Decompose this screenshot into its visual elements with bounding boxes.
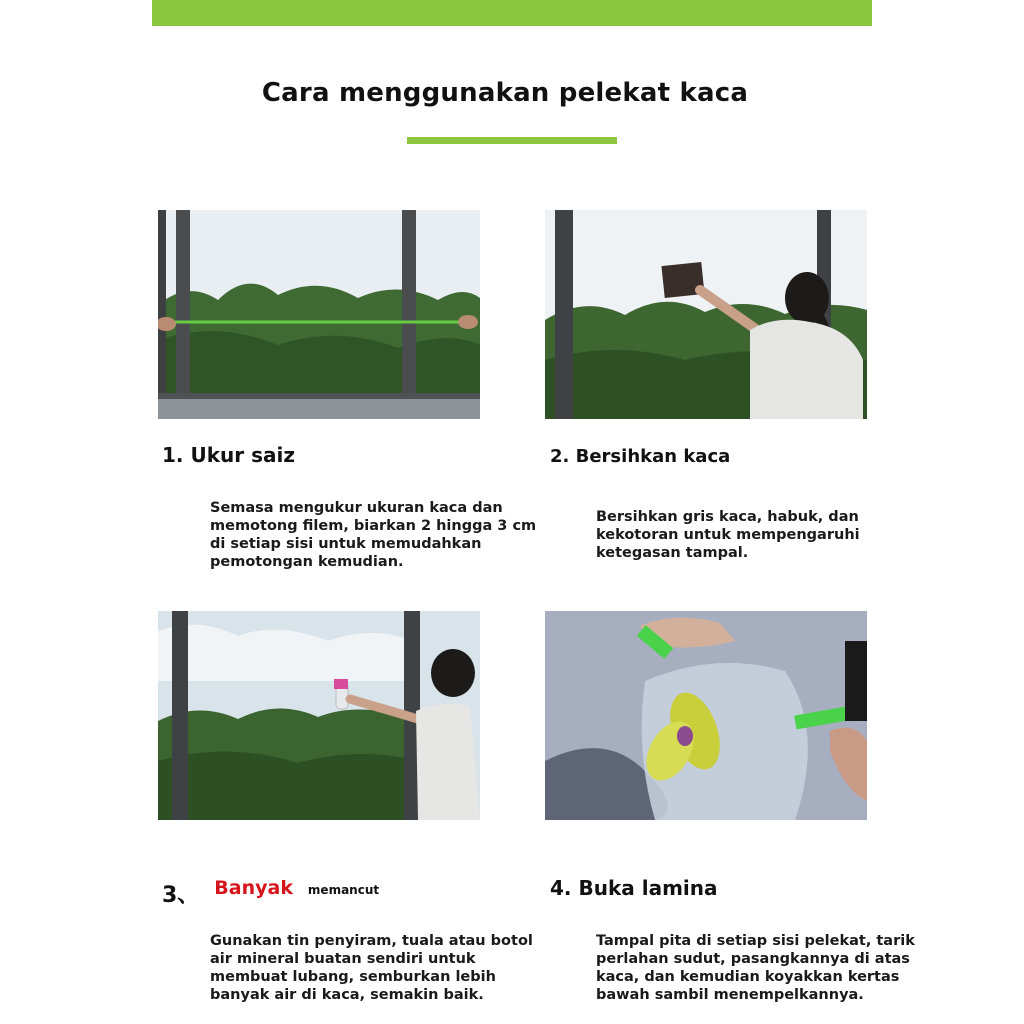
- photo-measure-window: [158, 210, 480, 419]
- step-1-heading: 1. Ukur saiz: [162, 443, 295, 467]
- step-1-text: Semasa mengukur ukuran kaca dan memotong filem, biarkan 2 hingga 3 cm di setiap sisi untuk memudahkan pemotongan kemudian.: [210, 500, 537, 570]
- step-3-red-label: Banyak: [214, 877, 293, 899]
- title-underline: [407, 137, 617, 144]
- photo-peel-lamina: [545, 611, 867, 820]
- step-3-text: Gunakan tin penyiram, tuala atau botol air mineral buatan sendiri untuk membuat lubang, semburkan lebih banyak air di kaca, semakin baik.: [210, 933, 533, 1003]
- step-4-text: Tampal pita di setiap sisi pelekat, tarik perlahan sudut, pasangkannya di atas kaca, dan kemudian koyakkan kertas bawah sambil menempelkannya.: [596, 933, 915, 1003]
- step-4-heading: 4. Buka lamina: [550, 876, 718, 900]
- step-2-heading: 2. Bersihkan kaca: [550, 446, 731, 467]
- step-3-heading: [162, 872, 422, 908]
- step-3-number: 3、: [162, 883, 200, 908]
- photo-spray-water: [158, 611, 480, 820]
- step-3-small-label: memancut: [307, 883, 380, 897]
- top-accent-bar: [152, 0, 872, 26]
- photo-clean-glass: [545, 210, 867, 419]
- page-title: Cara menggunakan pelekat kaca: [261, 78, 749, 108]
- step-2-text: Bersihkan gris kaca, habuk, dan kekotoran untuk mempengaruhi ketegasan tampal.: [596, 509, 860, 561]
